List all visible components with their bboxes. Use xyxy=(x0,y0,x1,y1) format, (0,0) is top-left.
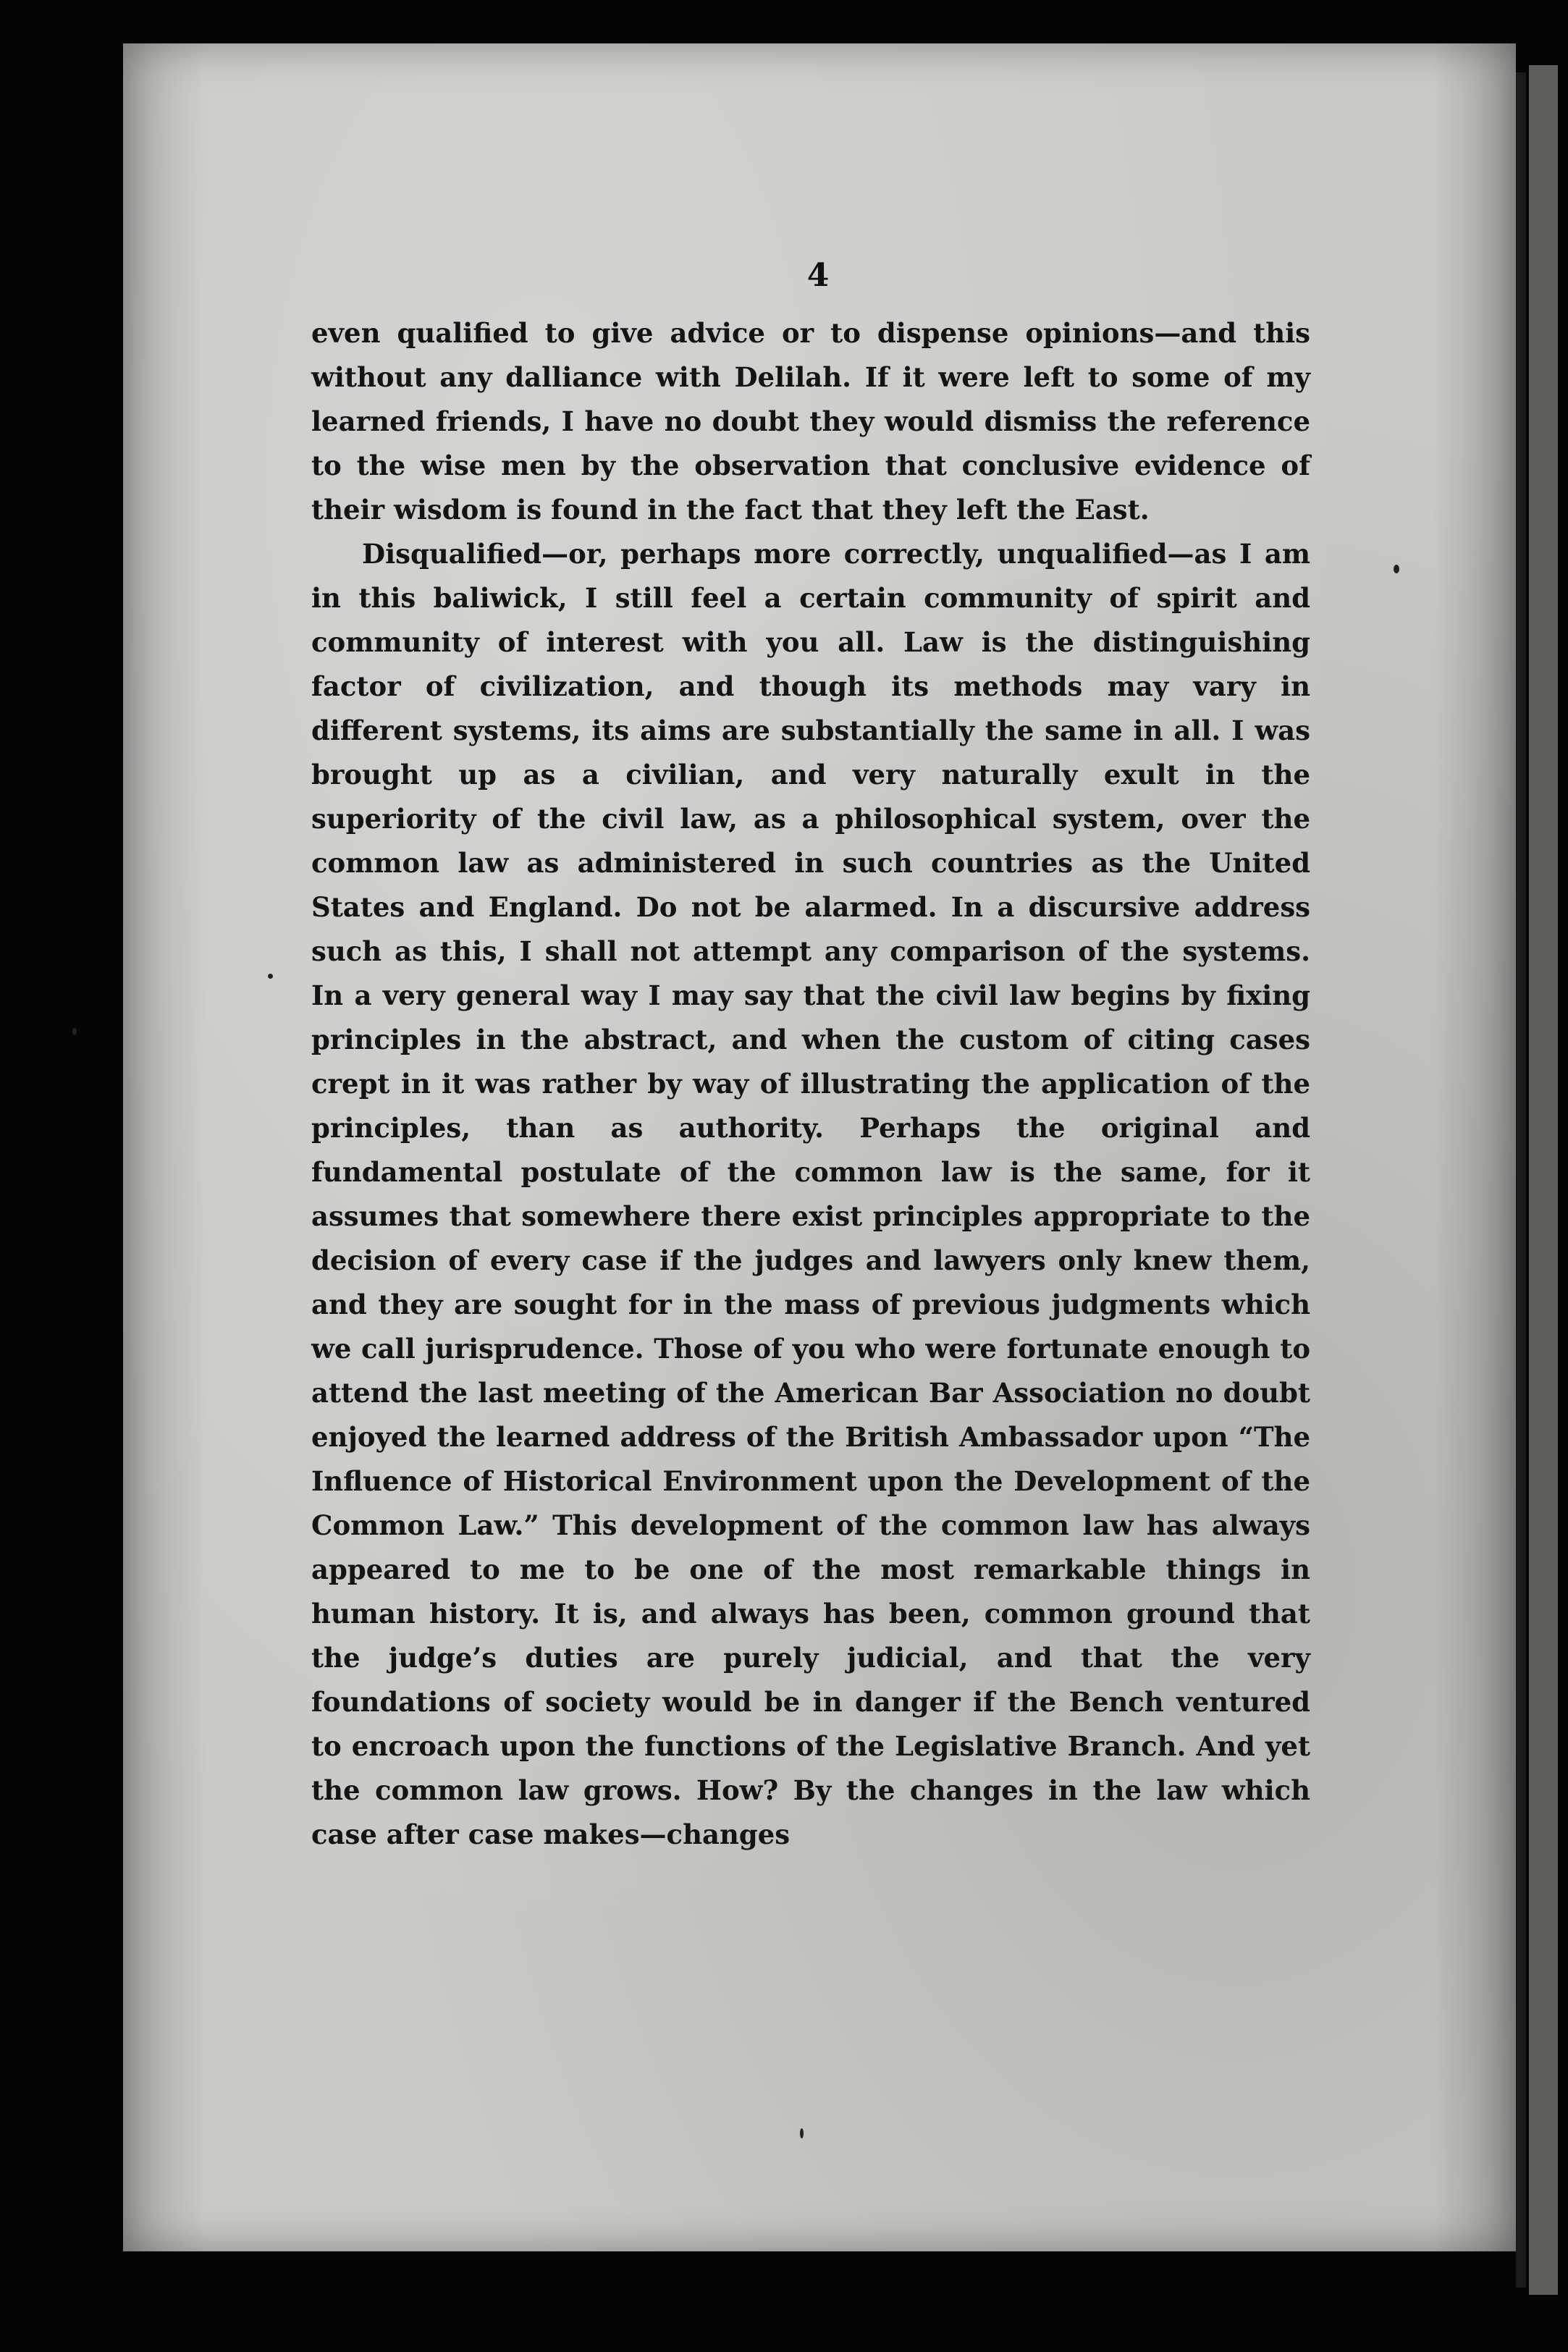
page-body-text xyxy=(311,311,1310,1857)
page-number: 4 xyxy=(806,257,830,294)
adjacent-page-strip xyxy=(1529,65,1558,2295)
paragraph-continuation: even qualified to give advice or to dispense opinions—and this without any dalliance with Delilah. If it were left to some of my learned friends, I have no doubt they would dismiss the reference to the wise men by the observation that conclusive evidence of their wisdom is found in the fact that they left the East. xyxy=(311,317,1310,526)
paper-speck xyxy=(72,1028,77,1035)
page-gutter-shadow xyxy=(1516,72,1526,2288)
paragraph-disqualified: Disqualified—or, perhaps more correctly, unqualified—as I am in this baliwick, I still feel a certain community of spirit and community of interest with you all. Law is the distinguishing factor of civilization, and though its methods may vary in different systems, its aims are substantially the same in all. I was brought up as a civilian, and very naturally exult in the superiority of the civil law, as a philosophical system, over the common law as administered in such countries as the United States and England. Do not be alarmed. In a discursive address such as this, I shall not attempt any comparison of the systems. In a very general way I may say that the civil law begins by fixing principles in the abstract, and when the custom of citing cases crept in it was rather by way of illustrating the application of the principles, than as authority. Perhaps the original and fundamental postulate of the common law is the same, for it assumes that somewhere there exist principles appropriate to the decision of every case if the judges and lawyers only knew them, and they are sought for in the mass of previous judgments which we call jurisprudence. Those of you who were fortunate enough to attend the last meeting of the American Bar Association no doubt enjoyed the learned address of the British Ambassador upon “The Influence of Historical Environment upon the Development of the Common Law.” This development of the common law has always appeared to me to be one of the most remarkable things in human history. It is, and always has been, common ground that the judge’s duties are purely judicial, and that the very foundations of society would be in danger if the Bench ventured to encroach upon the functions of the Legislative Branch. And yet the common law grows. How? By the changes in the law which case after case makes—changes xyxy=(311,538,1310,1850)
paper-speck xyxy=(268,974,273,979)
paper-speck xyxy=(1394,565,1399,573)
paper-speck xyxy=(800,2128,804,2138)
